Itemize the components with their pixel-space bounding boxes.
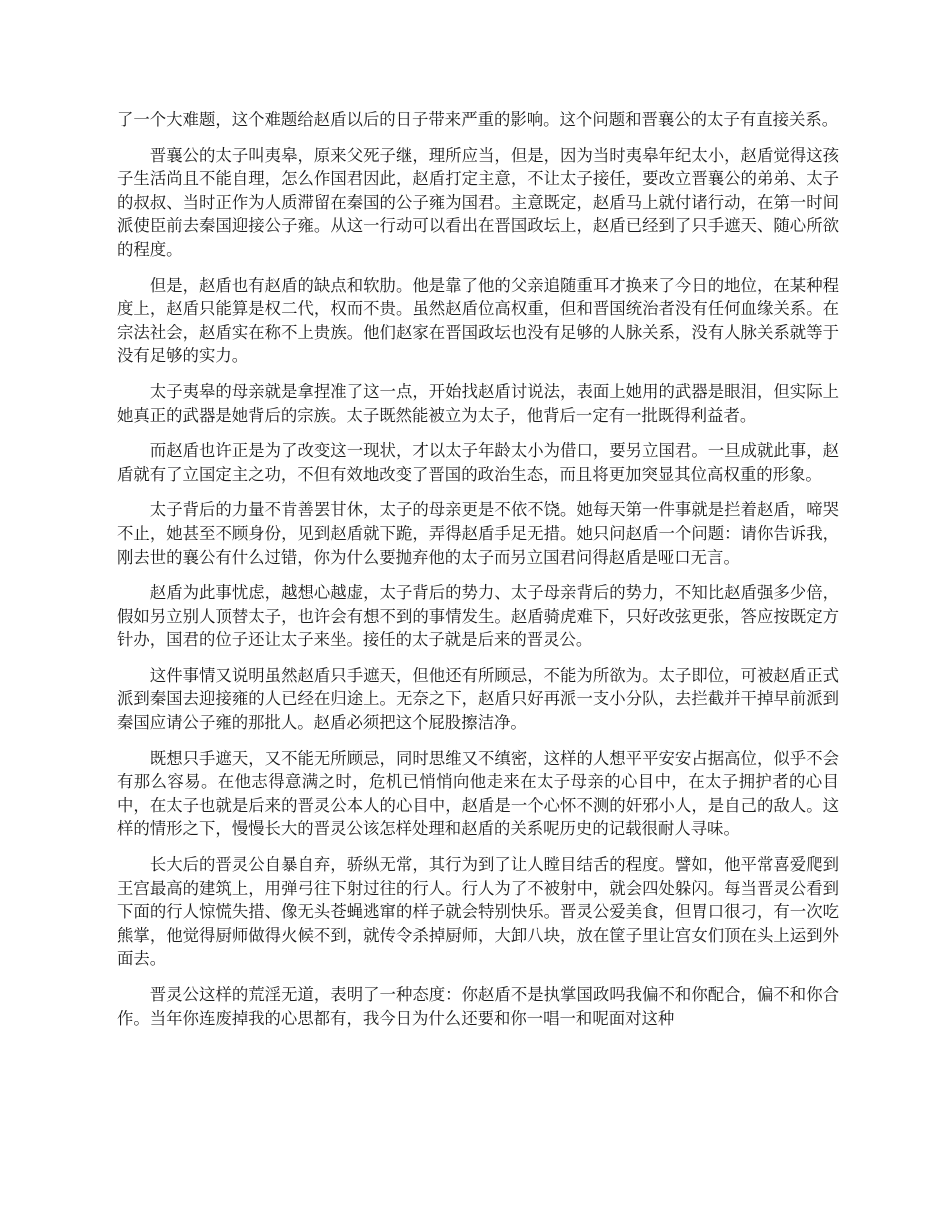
paragraph: 这件事情又说明虽然赵盾只手遮天，但他还有所顾忌，不能为所欲为。太子即位，可被赵盾正式派到秦国去迎接雍的人已经在归途上。无奈之下，赵盾只好再派一支小分队，去拦截并干掉早前派到秦国应请公子雍的那批人。赵盾必须把这个屁股擦洁净。 (117, 665, 839, 733)
paragraph: 晋襄公的太子叫夷皋，原来父死子继，理所应当，但是，因为当时夷皋年纪太小，赵盾觉得这孩子生活尚且不能自理，怎么作国君因此，赵盾打定主意，不让太子接任，要改立晋襄公的弟弟、太子的叔叔、当时正作为人质滞留在秦国的公子雍为国君。主意既定，赵盾马上就付诸行动，在第一时间派使臣前去秦国迎接公子雍。从这一行动可以看出在晋国政坛上，赵盾已经到了只手遮天、随心所欲的程度。 (117, 145, 839, 259)
paragraph: 长大后的晋灵公自暴自弃，骄纵无常，其行为到了让人瞠目结舌的程度。譬如，他平常喜爱爬到王宫最高的建筑上，用弹弓往下射过往的行人。行人为了不被射中，就会四处躲闪。每当晋灵公看到下面的行人惊慌失措、像无头苍蝇逃窜的样子就会特别快乐。晋灵公爱美食，但胃口很刁，有一次吃熊掌，他觉得厨师做得火候不到，就传令杀掉厨师，大卸八块，放在筐子里让宫女们顶在头上运到外面去。 (117, 855, 839, 969)
paragraph: 而赵盾也许正是为了改变这一现状，才以太子年龄太小为借口，要另立国君。一旦成就此事，赵盾就有了立国定主之功，不但有效地改变了晋国的政治生态，而且将更加突显其位高权重的形象。 (117, 441, 839, 484)
paragraph: 但是，赵盾也有赵盾的缺点和软肋。他是靠了他的父亲追随重耳才换来了今日的地位，在某种程度上，赵盾只能算是权二代，权而不贵。虽然赵盾位高权重，但和晋国统治者没有任何血缘关系。在宗法社会，赵盾实在称不上贵族。他们赵家在晋国政坛也没有足够的人脉关系，没有人脉关系就等于没有足够的实力。 (117, 275, 839, 366)
paragraph: 既想只手遮天，又不能无所顾忌，同时思维又不缜密，这样的人想平平安安占据高位，似乎不会有那么容易。在他志得意满之时，危机已悄悄向他走来在太子母亲的心目中，在太子拥护者的心目中，在太子也就是后来的晋灵公本人的心目中，赵盾是一个心怀不测的奸邪小人，是自己的敌人。这样的情形之下，慢慢长大的晋灵公该怎样处理和赵盾的关系呢历史的记载很耐人寻味。 (117, 748, 839, 839)
paragraph: 太子夷皋的母亲就是拿捏准了这一点，开始找赵盾讨说法，表面上她用的武器是眼泪，但实际上她真正的武器是她背后的宗族。太子既然能被立为太子，他背后一定有一批既得利益者。 (117, 381, 839, 425)
paragraph: 太子背后的力量不肯善罢甘休，太子的母亲更是不依不饶。她每天第一件事就是拦着赵盾，啼哭不止，她甚至不顾身份，见到赵盾就下跪，弄得赵盾手足无措。她只问赵盾一个问题：请你告诉我，刚去世的襄公有什么过错，你为什么要抛弃他的太子而另立国君问得赵盾是哑口无言。 (117, 500, 839, 567)
document-body (117, 108, 839, 1042)
paragraph: 晋灵公这样的荒淫无道，表明了一种态度：你赵盾不是执掌国政吗我偏不和你配合，偏不和你合作。当年你连废掉我的心思都有，我今日为什么还要和你一唱一和呢面对这种 (117, 985, 839, 1028)
paragraph: 了一个大难题，这个难题给赵盾以后的日子带来严重的影响。这个问题和晋襄公的太子有直接关系。 (117, 110, 839, 129)
paragraph: 赵盾为此事忧虑，越想心越虚，太子背后的势力、太子母亲背后的势力，不知比赵盾强多少倍，假如另立别人顶替太子，也许会有想不到的事情发生。赵盾骑虎难下，只好改弦更张，答应按既定方针办，国君的位子还让太子来坐。接任的太子就是后来的晋灵公。 (117, 583, 839, 650)
